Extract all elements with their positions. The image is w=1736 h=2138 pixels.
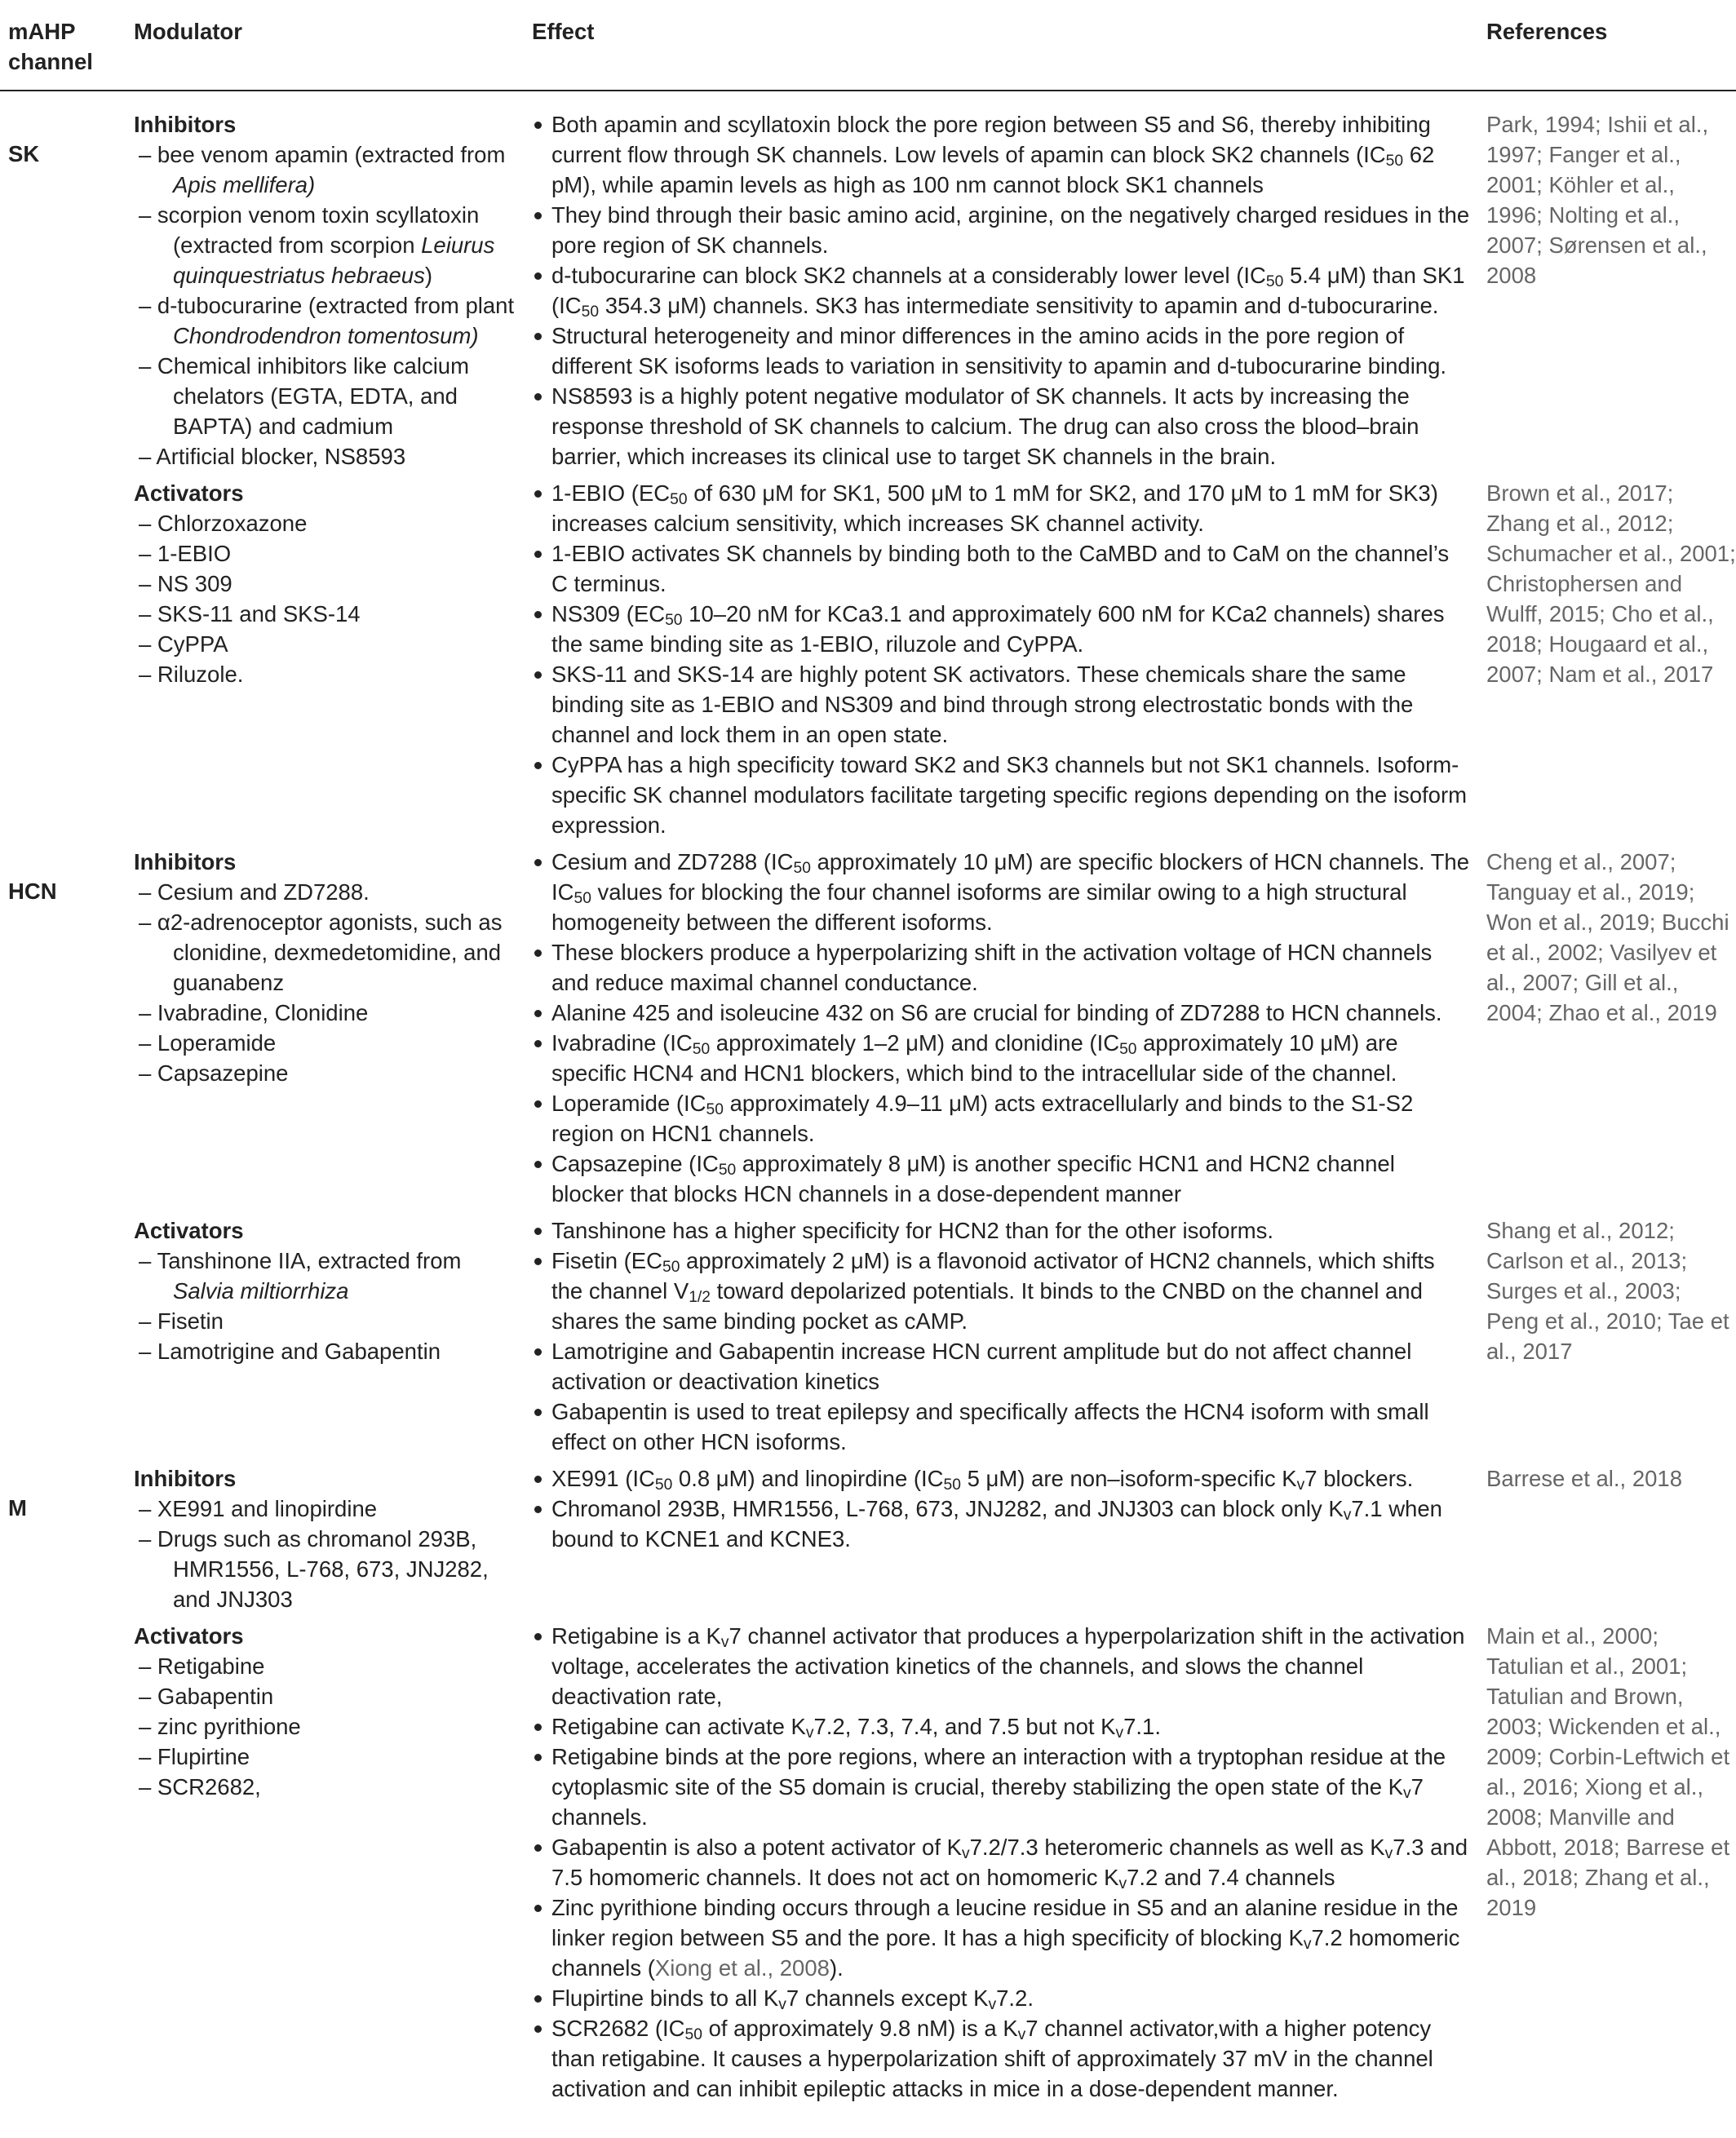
references-cell bbox=[1478, 840, 1736, 1209]
modulator-item: – Artificial blocker, NS8593 bbox=[139, 444, 406, 469]
effect-item: Retigabine binds at the pore regions, where an interaction with a tryptophan residue at the cytoplasmic site of the S5 domain is crucial, thereby stabilizing the open state of the $K_v7$ channels. bbox=[532, 1742, 1470, 1832]
modulator-item: – Gabapentin bbox=[139, 1684, 274, 1709]
modulator-item: – CyPPA bbox=[139, 631, 228, 657]
effect-cell bbox=[532, 1209, 1478, 1457]
effect-list bbox=[532, 1621, 1470, 2104]
effect-item: Alanine 425 and isoleucine 432 on S6 are crucial for binding of ZD7288 to HCN channels. bbox=[532, 998, 1470, 1028]
header-effect: Effect bbox=[532, 0, 1478, 91]
reference-text: Shang et al., 2012; Carlson et al., 2013; Surges et al., 2003; Peng et al., 2010; Tae et al., 2017 bbox=[1486, 1218, 1729, 1364]
modulator-item: – Chlorzoxazone bbox=[139, 511, 308, 536]
modulator-item: – Riluzole. bbox=[139, 662, 244, 687]
channel-label: HCN bbox=[8, 879, 57, 904]
modulator-group-heading: Inhibitors bbox=[134, 112, 237, 137]
effect-item: Retigabine is a $K_v7$ channel activator that produces a hyperpolarization shift in the activation voltage, accelerates the activation kinetics of the channels, and slows the channel deactivation rate, bbox=[532, 1621, 1470, 1711]
effect-item: Both apamin and scyllatoxin block the pore region between S5 and S6, thereby inhibiting current flow through SK channels. Low levels of apamin can block SK2 channels ($IC_{50}$ 62 pM), while apamin levels as high as 100 nm cannot block SK1 channels bbox=[532, 109, 1470, 200]
effect-item: 1-EBIO ($EC_{50}$ of 630 μM for SK1, 500 μM to 1 mM for SK2, and 170 μM to 1 mM for SK3) increases calcium sensitivity, which increases SK channel activity. bbox=[532, 478, 1470, 538]
modulator-cell bbox=[124, 840, 532, 1209]
reference-text: Cheng et al., 2007; Tanguay et al., 2019; Won et al., 2019; Bucchi et al., 2002; Vasilyev et al., 2007; Gill et al., 2004; Zhao et al., 2019 bbox=[1486, 849, 1729, 1025]
channel-cell bbox=[0, 91, 124, 471]
effect-cell bbox=[532, 1614, 1478, 2104]
effect-item: Capsazepine ($IC_{50}$ approximately 8 μM) is another specific HCN1 and HCN2 channel blocker that blocks HCN channels in a dose-dependent manner bbox=[532, 1149, 1470, 1209]
references-cell bbox=[1478, 1457, 1736, 1614]
effect-list bbox=[532, 1463, 1470, 1554]
effect-item: 1-EBIO activates SK channels by binding both to the CaMBD and to CaM on the channel’s C terminus. bbox=[532, 538, 1470, 599]
modulator-item: – zinc pyrithione bbox=[139, 1714, 301, 1739]
modulator-item: – Chemical inhibitors like calcium chelators (EGTA, EDTA, and BAPTA) and cadmium bbox=[139, 353, 470, 439]
modulator-group-heading: Activators bbox=[134, 1218, 244, 1243]
table-row bbox=[0, 471, 1736, 840]
effect-item: Structural heterogeneity and minor differences in the amino acids in the pore region of different SK isoforms leads to variation in sensitivity to apamin and d-tubocurarine binding. bbox=[532, 321, 1470, 381]
effect-item: Cesium and ZD7288 ($IC_{50}$ approximately 10 μM) are specific blockers of HCN channels. The $IC_{50}$ values for blocking the four channel isoforms are similar owing to a high structural homogeneity between the different isoforms. bbox=[532, 847, 1470, 937]
effect-item: NS8593 is a highly potent negative modulator of SK channels. It acts by increasing the response threshold of SK channels to calcium. The drug can also cross the blood–brain barrier, which increases its clinical use to target SK channels in the brain. bbox=[532, 381, 1470, 471]
effect-item: SCR2682 ($IC_{50}$ of approximately 9.8 nM) is a $K_v7$ channel activator,with a higher potency than retigabine. It causes a hyperpolarization shift of approximately 37 mV in the channel activation and can inhibit epileptic attacks in mice in a dose-dependent manner. bbox=[532, 2013, 1470, 2104]
modulator-cell bbox=[124, 1457, 532, 1614]
effect-item: Retigabine can activate $K_v7.2$, 7.3, 7.4, and 7.5 but not $K_v7.1$. bbox=[532, 1711, 1470, 1742]
effect-cell bbox=[532, 91, 1478, 471]
modulator-item: – Capsazepine bbox=[139, 1060, 289, 1086]
modulator-group-heading: Activators bbox=[134, 480, 244, 506]
modulator-cell bbox=[124, 471, 532, 840]
modulator-item: – Ivabradine, Clonidine bbox=[139, 1000, 369, 1025]
header-modulator: Modulator bbox=[124, 0, 532, 91]
modulator-cell bbox=[124, 1209, 532, 1457]
effect-item: Loperamide ($IC_{50}$ approximately 4.9–11 μM) acts extracellularly and binds to the S1-S2 region on HCN1 channels. bbox=[532, 1088, 1470, 1149]
table-row bbox=[0, 91, 1736, 471]
table-row bbox=[0, 840, 1736, 1209]
modulator-group-heading: Inhibitors bbox=[134, 1466, 237, 1491]
effect-item: Ivabradine ($IC_{50}$ approximately 1–2 μM) and clonidine ($IC_{50}$ approximately 10 μM) are specific HCN4 and HCN1 blockers, which bind to the intracellular side of the channel. bbox=[532, 1028, 1470, 1088]
header-references: References bbox=[1478, 0, 1736, 91]
modulator-item: – NS 309 bbox=[139, 571, 232, 596]
table-row bbox=[0, 1614, 1736, 2104]
modulator-item: – scorpion venom toxin scyllatoxin (extracted from scorpion Leiurus quinquestriatus hebraeus) bbox=[139, 202, 495, 288]
effect-item: Tanshinone has a higher specificity for HCN2 than for the other isoforms. bbox=[532, 1215, 1470, 1246]
modulator-item: – Lamotrigine and Gabapentin bbox=[139, 1339, 441, 1364]
references-cell bbox=[1478, 1614, 1736, 2104]
modulator-item: – bee venom apamin (extracted from Apis mellifera) bbox=[139, 142, 506, 197]
effect-item: Lamotrigine and Gabapentin increase HCN current amplitude but do not affect channel activation or deactivation kinetics bbox=[532, 1336, 1470, 1397]
effect-item: NS309 ($EC_{50}$ 10–20 nM for KCa3.1 and approximately 600 nM for KCa2 channels) shares the same binding site as 1-EBIO, riluzole and CyPPA. bbox=[532, 599, 1470, 659]
effect-cell bbox=[532, 1457, 1478, 1614]
effect-item: Gabapentin is also a potent activator of $K_v7.2/7.3$ heteromeric channels as well as $K_v7.3$ and 7.5 homomeric channels. It does not act on homomeric $K_v7.2$ and 7.4 channels bbox=[532, 1832, 1470, 1892]
channel-cell bbox=[0, 840, 124, 1209]
modulator-item: – Cesium and ZD7288. bbox=[139, 879, 370, 905]
table-row bbox=[0, 1457, 1736, 1614]
references-cell bbox=[1478, 1209, 1736, 1457]
modulator-group-heading: Activators bbox=[134, 1623, 244, 1649]
channel-cell bbox=[0, 1209, 124, 1457]
modulator-cell bbox=[124, 91, 532, 471]
channel-cell bbox=[0, 471, 124, 840]
modulator-item: – XE991 and linopirdine bbox=[139, 1496, 378, 1521]
modulator-group-heading: Inhibitors bbox=[134, 849, 237, 874]
modulator-item: – d-tubocurarine (extracted from plant Chondrodendron tomentosum) bbox=[139, 293, 515, 348]
table-row bbox=[0, 1209, 1736, 1457]
channel-label: SK bbox=[8, 141, 40, 166]
reference-text: Brown et al., 2017; Zhang et al., 2012; Schumacher et al., 2001; Christophersen and Wulff, 2015; Cho et al., 2018; Hougaard et al., 2007; Nam et al., 2017 bbox=[1486, 480, 1736, 687]
reference-text: Main et al., 2000; Tatulian et al., 2001; Tatulian and Brown, 2003; Wickenden et al., 2009; Corbin-Leftwich et al., 2016; Xiong et al., 2008; Manville and Abbott, 2018; Barrese et al., 2018; Zhang et al., 2019 bbox=[1486, 1623, 1730, 1920]
header-channel: mAHP channel bbox=[0, 0, 124, 91]
modulator-item: – SKS-11 and SKS-14 bbox=[139, 601, 361, 626]
effect-list bbox=[532, 478, 1470, 840]
reference-text: Barrese et al., 2018 bbox=[1486, 1466, 1683, 1491]
modulator-item: – SCR2682, bbox=[139, 1774, 261, 1799]
effect-item: SKS-11 and SKS-14 are highly potent SK activators. These chemicals share the same binding site as 1-EBIO and NS309 and bind through strong electrostatic bonds with the channel and lock them in an open state. bbox=[532, 659, 1470, 750]
table-header bbox=[0, 0, 1736, 91]
modulator-item: – Loperamide bbox=[139, 1030, 277, 1056]
effect-item: Fisetin ($EC_{50}$ approximately 2 μM) is a flavonoid activator of HCN2 channels, which shifts the channel $V_{1/2}$ toward depolarized potentials. It binds to the CNBD on the channel and shares the same binding pocket as cAMP. bbox=[532, 1246, 1470, 1336]
modulator-item: – Tanshinone IIA, extracted from Salvia miltiorrhiza bbox=[139, 1248, 462, 1304]
modulator-item: – Fisetin bbox=[139, 1308, 224, 1334]
effect-item: d-tubocurarine can block SK2 channels at a considerably lower level ($IC_{50}$ 5.4 μM) than SK1 ($IC_{50}$ 354.3 μM) channels. SK3 has intermediate sensitivity to apamin and d-tubocurarine. bbox=[532, 260, 1470, 321]
modulator-item: – Drugs such as chromanol 293B, HMR1556, L-768, 673, JNJ282, and JNJ303 bbox=[139, 1526, 489, 1612]
modulator-cell bbox=[124, 1614, 532, 2104]
modulator-item: – α2-adrenoceptor agonists, such as clonidine, dexmedetomidine, and guanabenz bbox=[139, 910, 503, 995]
effect-item: XE991 ($IC_{50}$ 0.8 μM) and linopirdine ($IC_{50}$ 5 μM) are non–isoform-specific $K_v7$ blockers. bbox=[532, 1463, 1470, 1494]
effect-item: They bind through their basic amino acid, arginine, on the negatively charged residues in the pore region of SK channels. bbox=[532, 200, 1470, 260]
references-cell bbox=[1478, 91, 1736, 471]
modulator-item: – Retigabine bbox=[139, 1653, 265, 1679]
effect-item: Gabapentin is used to treat epilepsy and specifically affects the HCN4 isoform with small effect on other HCN isoforms. bbox=[532, 1397, 1470, 1457]
effect-list bbox=[532, 109, 1470, 471]
effect-item: Chromanol 293B, HMR1556, L-768, 673, JNJ282, and JNJ303 can block only $K_v7.1$ when bound to KCNE1 and KCNE3. bbox=[532, 1494, 1470, 1554]
channel-label: M bbox=[8, 1495, 27, 1521]
effect-item: Flupirtine binds to all $K_v7$ channels except $K_v7.2$. bbox=[532, 1983, 1470, 2013]
effect-cell bbox=[532, 471, 1478, 840]
effect-item: CyPPA has a high specificity toward SK2 and SK3 channels but not SK1 channels. Isoform-specific SK channel modulators facilitate targeting specific regions depending on the isoform expression. bbox=[532, 750, 1470, 840]
effect-cell bbox=[532, 840, 1478, 1209]
references-cell bbox=[1478, 471, 1736, 840]
modulator-item: – 1-EBIO bbox=[139, 541, 232, 566]
channel-cell bbox=[0, 1614, 124, 2104]
reference-text: Park, 1994; Ishii et al., 1997; Fanger et al., 2001; Köhler et al., 1996; Nolting et al., 2007; Sørensen et al., 2008 bbox=[1486, 112, 1709, 288]
table-body bbox=[0, 91, 1736, 2104]
channel-cell bbox=[0, 1457, 124, 1614]
effect-list bbox=[532, 1215, 1470, 1457]
effect-list bbox=[532, 847, 1470, 1209]
modulator-item: – Flupirtine bbox=[139, 1744, 250, 1769]
effect-item: Zinc pyrithione binding occurs through a leucine residue in S5 and an alanine residue in the linker region between S5 and the pore. It has a high specificity of blocking $K_v7.2$ homomeric channels (Xiong et al., 2008). bbox=[532, 1892, 1470, 1983]
effect-item: These blockers produce a hyperpolarizing shift in the activation voltage of HCN channels and reduce maximal channel conductance. bbox=[532, 937, 1470, 998]
